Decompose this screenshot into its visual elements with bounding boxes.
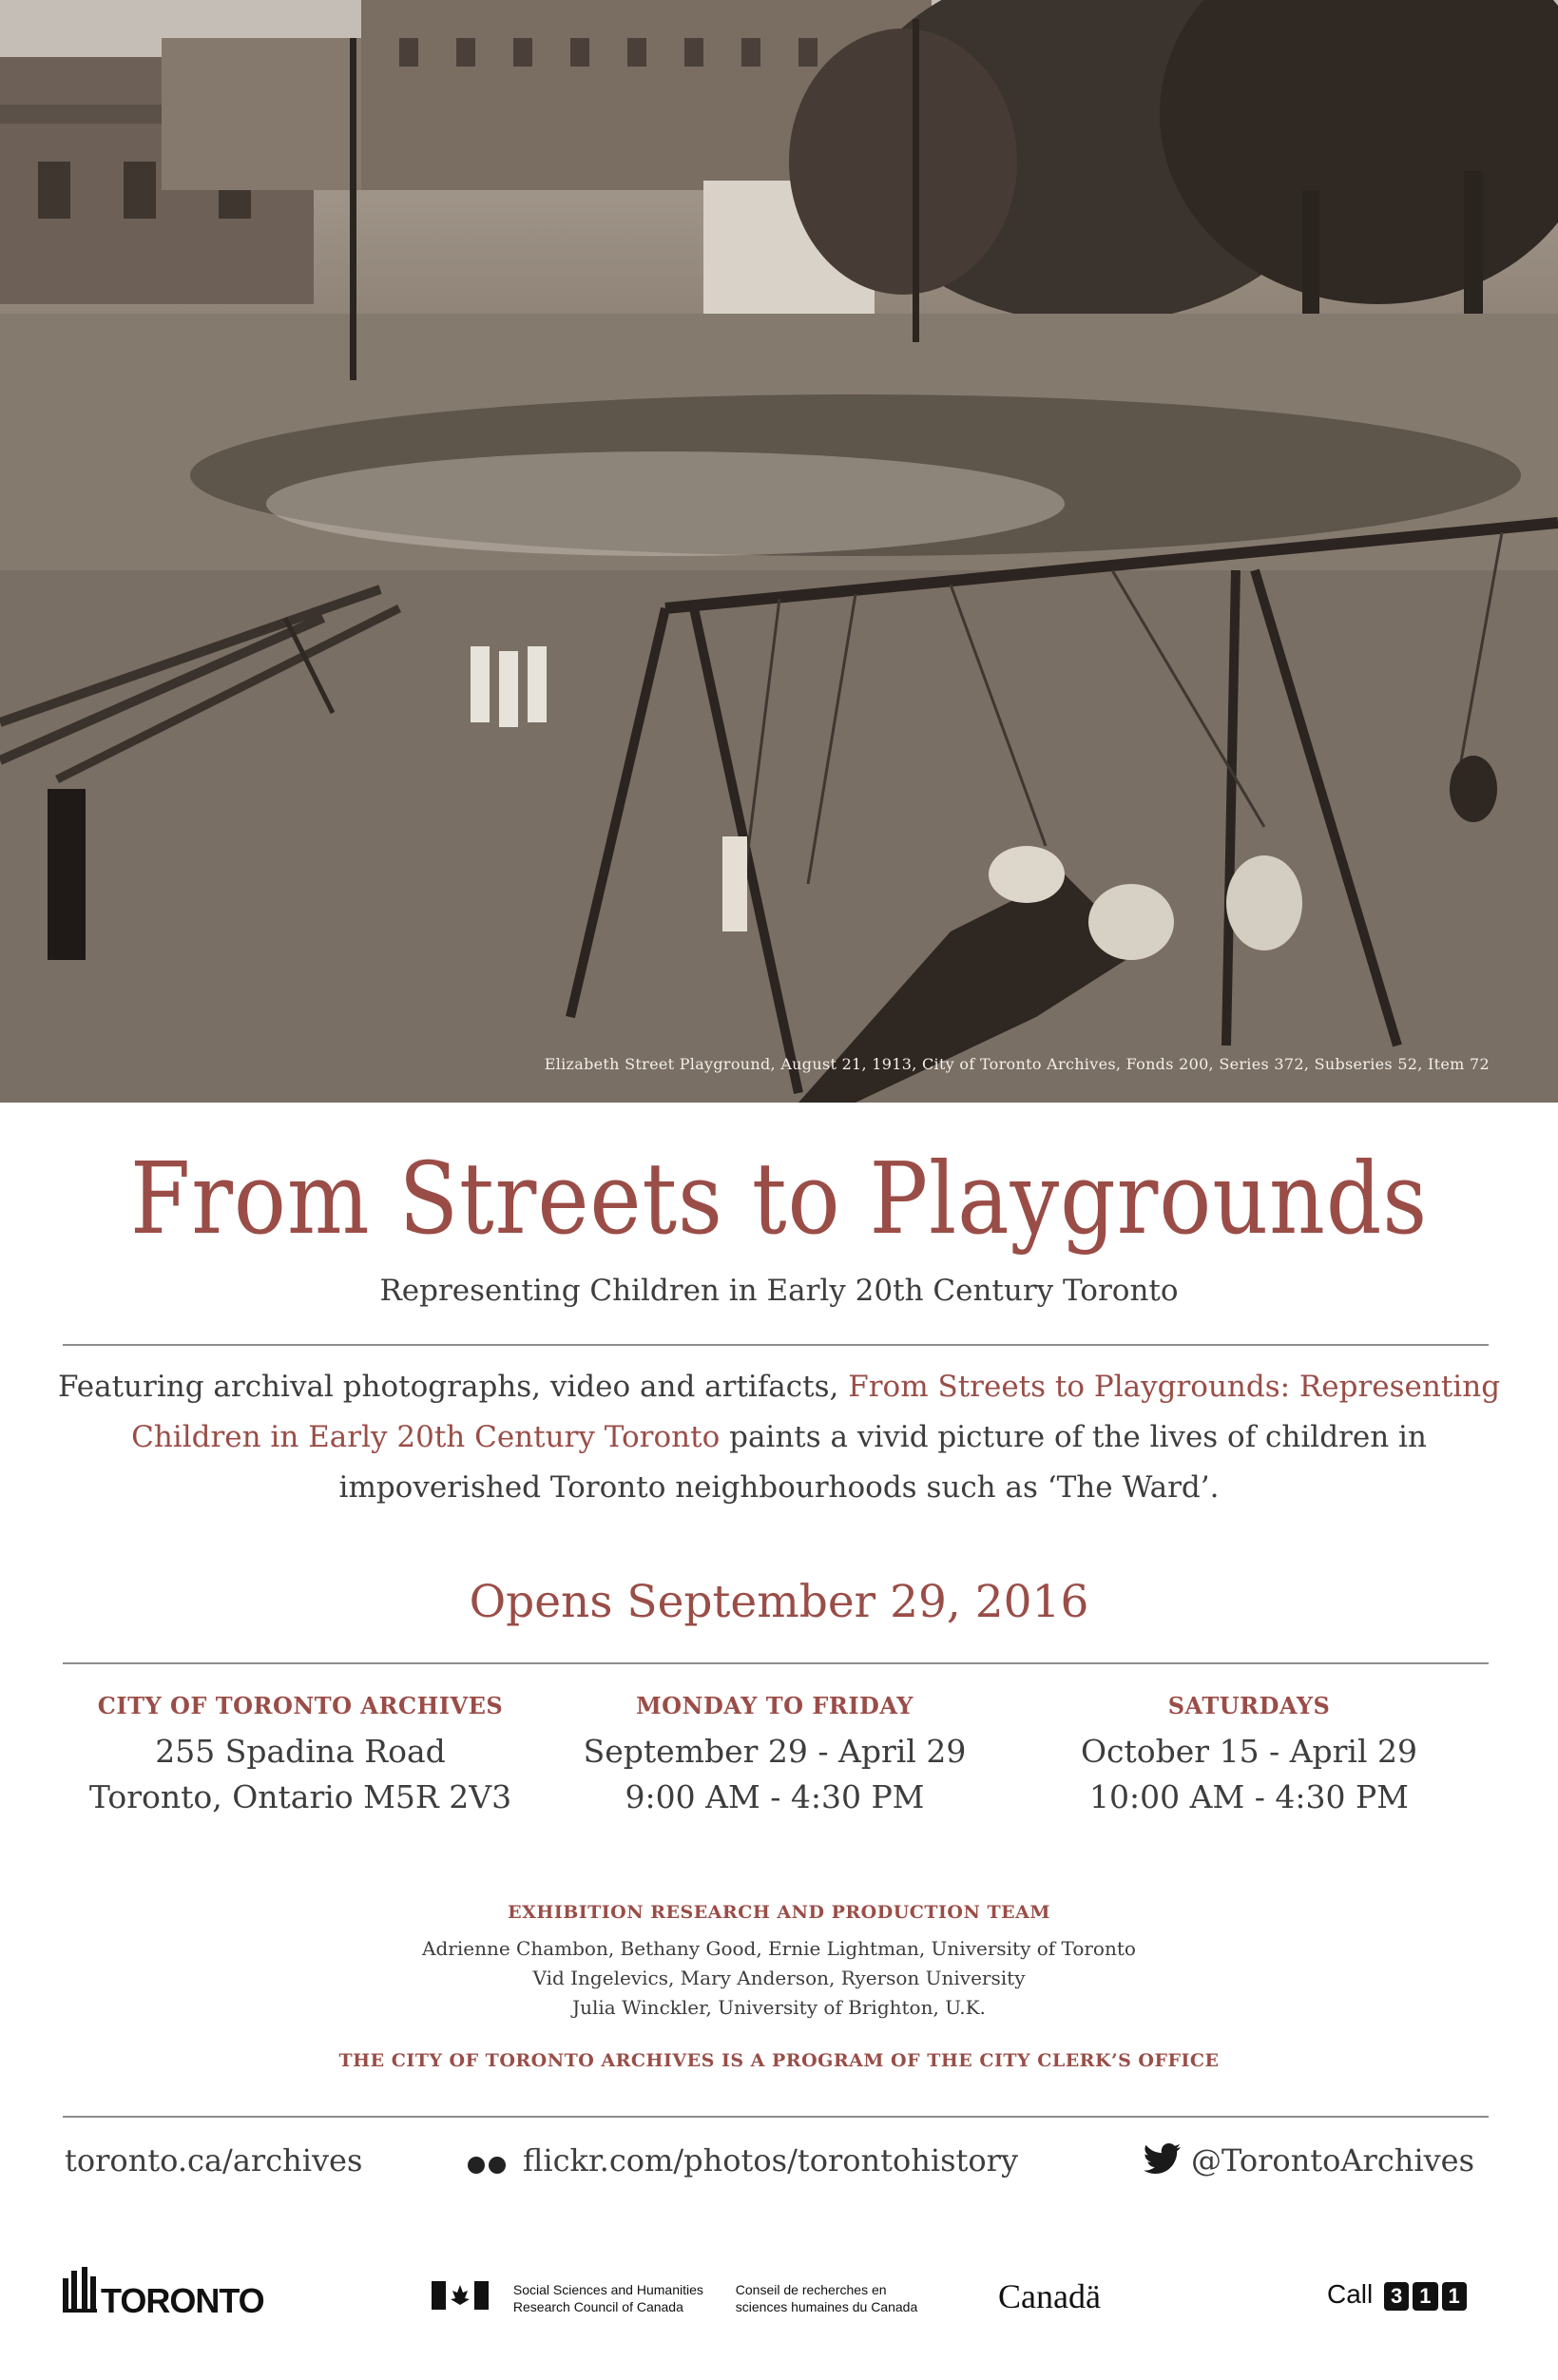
column-line: September 29 - April 29 <box>583 1733 967 1770</box>
location-column <box>53 1692 548 1820</box>
sshrc-fr-line: Conseil de recherches en <box>735 2282 887 2297</box>
twitter-handle: @TorontoArchives <box>1191 2142 1475 2178</box>
divider <box>63 1662 1489 1664</box>
city-hall-icon <box>63 2267 97 2321</box>
column-line: October 15 - April 29 <box>1080 1733 1418 1770</box>
team-line: Adrienne Chambon, Bethany Good, Ernie Lightman, University of Toronto <box>422 1937 1136 1960</box>
column-heading: MONDAY TO FRIDAY <box>636 1692 914 1719</box>
sshrc-en-line: Research Council of Canada <box>512 2299 683 2314</box>
intro-highlight: From Streets to Playgrounds: Representing Children in Early 20th Century Toronto <box>131 1370 1501 1454</box>
sshrc-english <box>513 2281 703 2315</box>
sshrc-fr-line: sciences humaines du Canada <box>735 2299 918 2314</box>
flickr-link-text: flickr.com/photos/torontohistory <box>523 2142 1019 2178</box>
team-line: Julia Winckler, University of Brighton, U.K. <box>572 1996 986 2019</box>
call-311 <box>1327 2279 1467 2311</box>
flickr-link[interactable] <box>468 2142 1018 2181</box>
playground-photo-illustration <box>0 0 1558 1103</box>
call-label: Call <box>1327 2279 1374 2309</box>
sshrc-en-line: Social Sciences and Humanities <box>512 2282 703 2297</box>
archival-photo <box>0 0 1558 1103</box>
divider <box>63 1344 1489 1346</box>
column-line: Toronto, Ontario M5R 2V3 <box>88 1778 512 1815</box>
call-digit: 1 <box>1413 2282 1437 2311</box>
twitter-link[interactable] <box>1144 2142 1474 2183</box>
intro-text-2: paints a vivid picture of the lives of children in impoverished Toronto neighbourhoods such as ‘The Ward’. <box>338 1420 1427 1505</box>
divider <box>63 2116 1489 2118</box>
sshrc-french <box>736 2281 917 2315</box>
weekday-hours-column <box>528 1692 1022 1820</box>
column-line: 10:00 AM - 4:30 PM <box>1089 1778 1409 1815</box>
intro-paragraph <box>57 1362 1501 1513</box>
website-link[interactable]: toronto.ca/archives <box>65 2142 363 2178</box>
call-digit: 3 <box>1384 2282 1409 2311</box>
twitter-bird-icon <box>1144 2143 1182 2183</box>
exhibition-subtitle: Representing Children in Early 20th Century Toronto <box>379 1274 1179 1308</box>
program-statement: THE CITY OF TORONTO ARCHIVES IS A PROGRAM OF THE CITY CLERK’S OFFICE <box>338 2050 1220 2071</box>
sshrc-logo <box>432 2281 917 2315</box>
column-heading: SATURDAYS <box>1167 1692 1331 1719</box>
toronto-wordmark: TORONTO <box>101 2281 264 2320</box>
exhibition-title: From Streets to Playgrounds <box>129 1141 1429 1257</box>
canada-wordmark: Canadä <box>998 2277 1101 2315</box>
team-heading: EXHIBITION RESEARCH AND PRODUCTION TEAM <box>508 1902 1050 1923</box>
saturday-hours-column <box>1002 1692 1496 1820</box>
toronto-logo <box>63 2267 264 2321</box>
column-line: 9:00 AM - 4:30 PM <box>625 1778 925 1815</box>
column-heading: CITY OF TORONTO ARCHIVES <box>97 1692 504 1719</box>
team-line: Vid Ingelevics, Mary Anderson, Ryerson University <box>532 1967 1026 1989</box>
column-line: 255 Spadina Road <box>155 1733 446 1770</box>
photo-caption: Elizabeth Street Playground, August 21, 1913, City of Toronto Archives, Fonds 200, Series 372, Subseries 52, Item 72 <box>544 1055 1490 1073</box>
call-digit: 1 <box>1442 2282 1467 2311</box>
intro-text-1: Featuring archival photographs, video and artifacts, <box>57 1370 849 1404</box>
opening-date: Opens September 29, 2016 <box>469 1576 1089 1628</box>
canada-flag-icon <box>432 2281 489 2313</box>
flickr-icon <box>468 2145 510 2181</box>
